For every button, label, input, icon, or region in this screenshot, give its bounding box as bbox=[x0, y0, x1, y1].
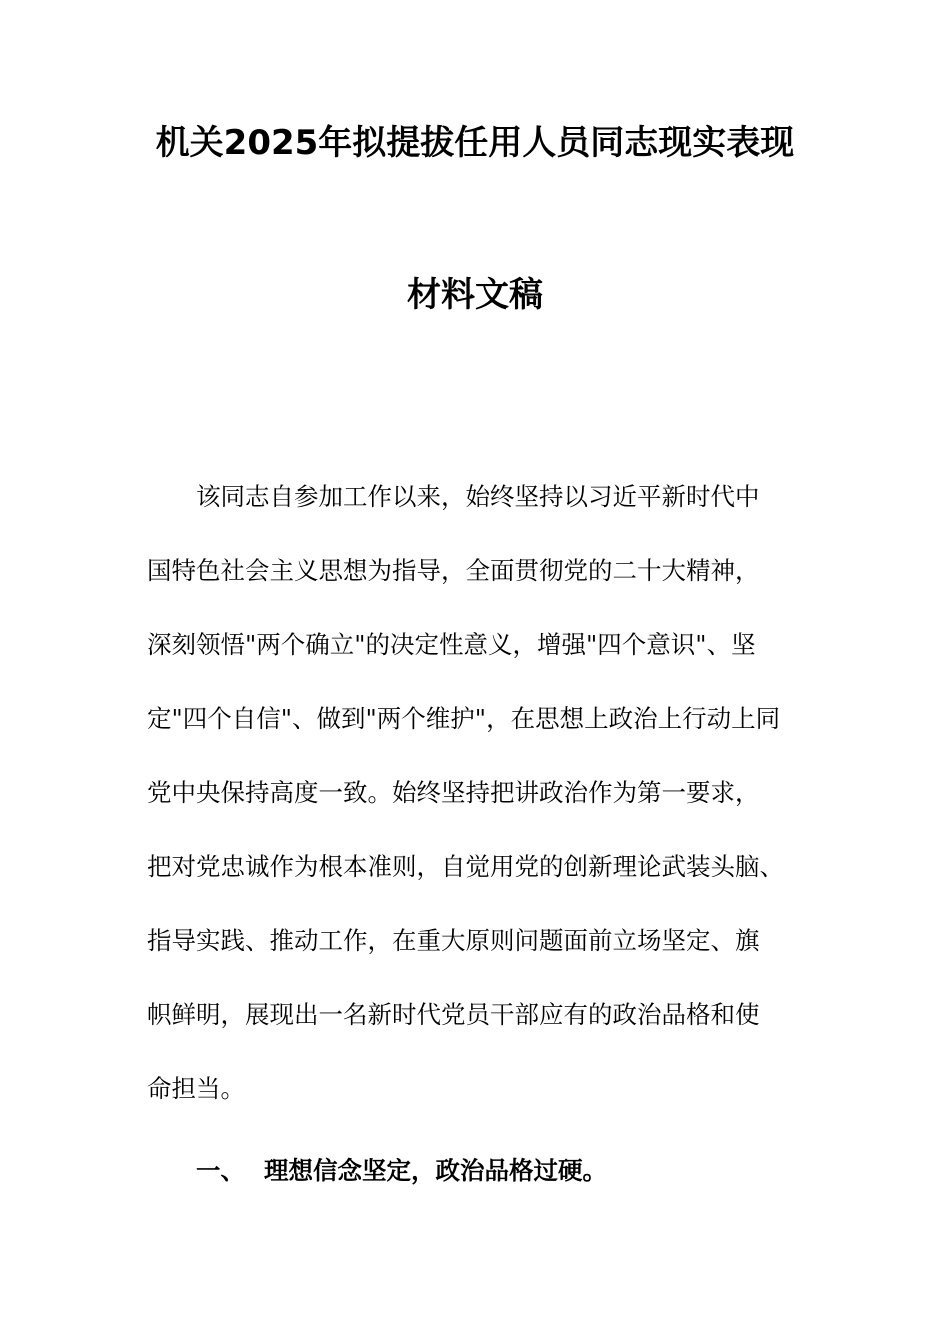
paragraph-line: 定"四个自信"、做到"两个维护"，在思想上政治上行动上同 bbox=[147, 704, 781, 733]
section-number: 一、 bbox=[196, 1156, 245, 1185]
paragraph-line: 帜鲜明，展现出一名新时代党员干部应有的政治品格和使 bbox=[147, 1000, 760, 1029]
paragraph-line: 国特色社会主义思想为指导，全面贯彻党的二十大精神， bbox=[147, 556, 760, 585]
section-heading bbox=[196, 1148, 607, 1194]
document-title-line-1: 机关2025年拟提拔任用人员同志现实表现 bbox=[155, 123, 795, 163]
paragraph-line: 该同志自参加工作以来，始终坚持以习近平新时代中 bbox=[196, 482, 760, 511]
paragraph-line: 指导实践、推动工作，在重大原则问题面前立场坚定、旗 bbox=[147, 926, 760, 955]
paragraph-line: 把对党忠诚作为根本准则，自觉用党的创新理论武装头脑、 bbox=[147, 852, 784, 881]
paragraph-line: 党中央保持高度一致。始终坚持把讲政治作为第一要求， bbox=[147, 778, 760, 807]
section-heading-text: 理想信念坚定，政治品格过硬。 bbox=[264, 1156, 607, 1185]
document-title-line-2: 材料文稿 bbox=[407, 275, 543, 315]
paragraph-line: 命担当。 bbox=[147, 1074, 245, 1103]
body-paragraph bbox=[147, 474, 807, 1140]
paragraph-line: 深刻领悟"两个确立"的决定性意义，增强"四个意识"、坚 bbox=[147, 630, 756, 659]
